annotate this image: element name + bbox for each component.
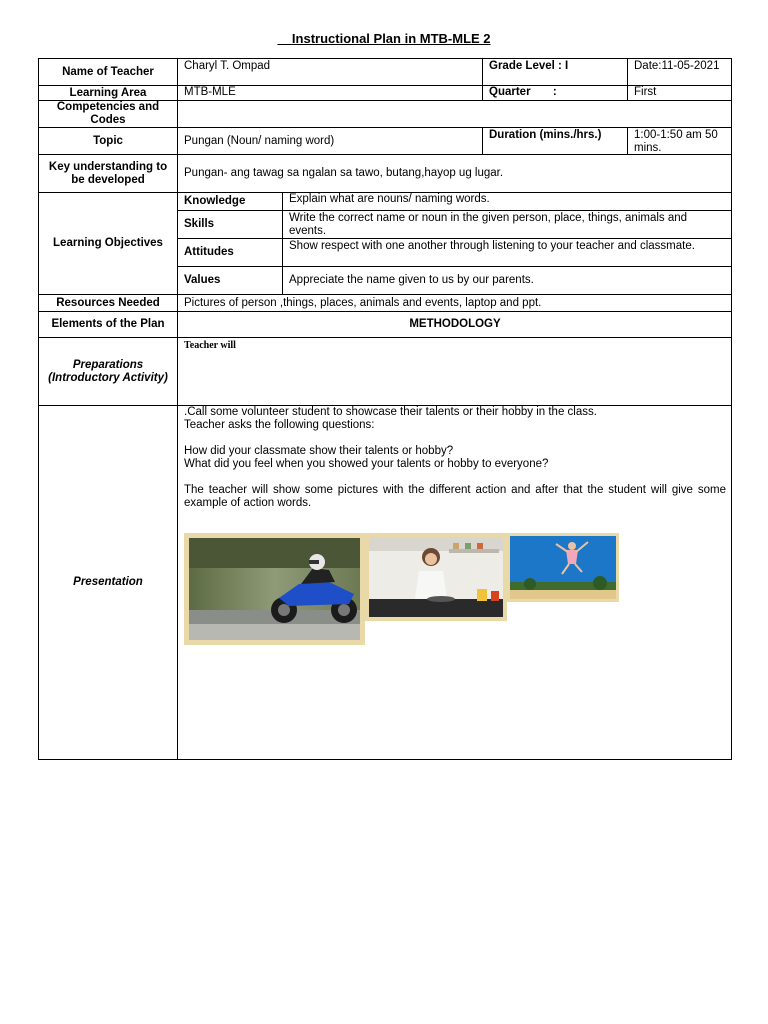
presentation-line: Teacher asks the following questions: <box>184 419 375 431</box>
plan-table <box>38 58 732 760</box>
resources-value: Pictures of person ,things, places, animals and events, laptop and ppt. <box>178 295 732 312</box>
preparations-text: Teacher will <box>184 340 236 351</box>
preparations-label: Preparations (Introductory Activity) <box>39 338 178 406</box>
jumping-illustration <box>510 536 616 599</box>
quarter-value: First <box>628 86 732 101</box>
duration-label: Duration (mins./hrs.) <box>483 128 628 155</box>
grade-level-label: Grade Level : I <box>483 59 628 86</box>
competencies-value <box>178 101 732 128</box>
competencies-label: Competencies and Codes <box>39 101 178 128</box>
presentation-label: Presentation <box>39 406 178 759</box>
key-understanding-label: Key understanding to be developed <box>39 155 178 193</box>
presentation-question: What did you feel when you showed your talents or hobby to everyone? <box>184 458 549 470</box>
objective-name: Knowledge <box>178 193 283 211</box>
presentation-question: How did your classmate show their talents or hobby? <box>184 445 454 457</box>
motorcycle-rider-photo <box>184 533 365 645</box>
child-jumping-photo <box>507 533 619 602</box>
objective-text: Show respect with one another through listening to your teacher and classmate. <box>283 239 732 267</box>
topic-label: Topic <box>39 128 178 155</box>
learning-area-value: MTB-MLE <box>178 86 483 101</box>
objective-name: Values <box>178 267 283 295</box>
duration-value: 1:00-1:50 am 50 mins. <box>628 128 732 155</box>
key-understanding-value: Pungan- ang tawag sa ngalan sa tawo, butang,hayop ug lugar. <box>178 155 732 193</box>
teacher-label: Name of Teacher <box>39 59 178 86</box>
objective-name: Attitudes <box>178 239 283 267</box>
elements-label: Elements of the Plan <box>39 312 178 338</box>
objective-name: Skills <box>178 211 283 239</box>
presentation-paragraph: The teacher will show some pictures with the different action and after that the student will give some example of action words. <box>184 484 726 509</box>
objective-text: Explain what are nouns/ naming words. <box>283 193 732 211</box>
page-title: Instructional Plan in MTB-MLE 2 <box>291 31 491 46</box>
objective-text: Appreciate the name given to us by our parents. <box>283 267 732 295</box>
motorcycle-illustration <box>189 538 360 640</box>
presentation-line: .Call some volunteer student to showcase their talents or their hobby in the class. <box>184 406 597 418</box>
teacher-value: Charyl T. Ompad <box>178 59 483 86</box>
resources-label: Resources Needed <box>39 295 178 312</box>
objective-text: Write the correct name or noun in the given person, place, things, animals and events. <box>283 211 732 239</box>
methodology-heading: METHODOLOGY <box>178 312 732 338</box>
preparations-cell <box>178 338 732 406</box>
learning-objectives-label: Learning Objectives <box>39 193 178 295</box>
date-value: Date:11-05-2021 <box>628 59 732 86</box>
quarter-label: Quarter : <box>483 86 628 101</box>
learning-area-label: Learning Area <box>39 86 178 101</box>
presentation-content <box>178 406 732 759</box>
woman-cooking-photo <box>365 533 507 621</box>
cooking-illustration <box>369 537 503 617</box>
topic-value: Pungan (Noun/ naming word) <box>178 128 483 155</box>
